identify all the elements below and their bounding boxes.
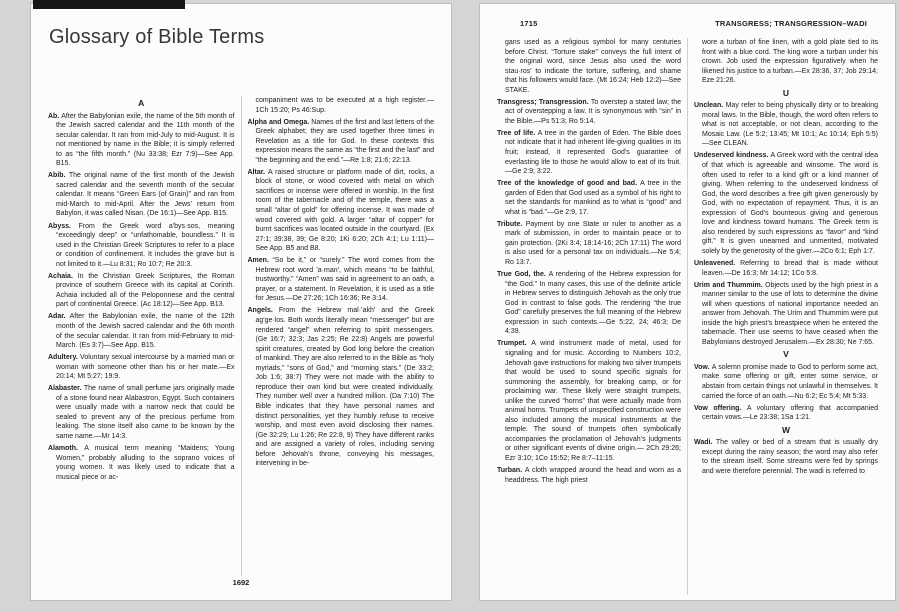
page-number: 1715 (520, 19, 538, 28)
entry-continuation: gans used as a religious symbol for many centuries before Christ. “Torture stake” conveys the full intent of the original word, since Jesus also used the word stau·ros′ to indicate the torture, suffering, and shame that his followers would face. (Mt 16:24; Heb 12:2)—See STAKE. (505, 39, 681, 94)
glossary-entry: Adar. After the Babylonian exile, the name of the 12th month of the Jewish sacred calendar and the 6th month of the secular calendar. It ran from mid-February to mid-March. (Es 3:7)—See App. B15. (48, 313, 235, 350)
glossary-entry: Vow. A solemn promise made to God to perform some act, make some offering or gift, enter some service, or abstain from certain things not unlawful in themselves. It carried the force of an oath.—Nu 6:2; Ec 5:4; Mt 5:33. (694, 363, 878, 400)
right-page (479, 3, 896, 601)
glossary-entry: True God, the. A rendering of the Hebrew expression for “the God.” In many cases, this use of the definite article in Hebrew serves to distinguish Jehovah as the only true God in contrast to false gods. The rendering “the true God” carefully preserves the full meaning of the Hebrew expression in such contexts.—Ge 5:22, 24; 46:3; De 4:39. (497, 271, 681, 336)
entry-term: Trumpet. (497, 340, 532, 348)
glossary-entry: Trumpet. A wind instrument made of metal, used for signaling and for music. According to Numbers 10:2, Jehovah gave instructions for making two silver trumpets that would be used to sound specific signals for summoning the assembly, for breaking camp, or for proclaiming war. These likely were straight trumpets, unlike the curved “horns” that were actually made from animal horns. Trumpets of unspecified construction were also included among the musical instruments at the temple. The sound of trumpets often symbolically accompanies the proclamation of Jehovah’s judgments or other significant events of divine origin.— 2Ch 29:26; Ezr 3:10; 1Co 15:52; Re 8:7–11:15. (497, 340, 681, 462)
entry-term: Tribute. (497, 220, 526, 228)
glossary-entry: Ab. After the Babylonian exile, the name of the 5th month of the Jewish sacred calendar and the 11th month of the secular calendar. It ran from mid-July to mid-August. It is not mentioned by name in the Bible; it is simply referred to as “the fifth month.” (Nu 33:38; Ezr 7:9)—See App. B15. (48, 112, 235, 168)
glossary-entry: Wadi. The valley or bed of a stream that is usually dry except during the rainy season; the word may also refer to the stream itself. Some streams were fed by springs and were therefore perennial. The wadi is referred to (694, 439, 878, 475)
entry-term: Wadi. (694, 439, 716, 447)
page-title: Glossary of Bible Terms (49, 26, 265, 48)
running-header (520, 19, 867, 28)
entry-term: Transgress; Transgression. (497, 98, 591, 106)
left-column-2 (248, 96, 435, 576)
section-letter: A (138, 98, 145, 108)
entry-term: Abib. (48, 172, 69, 180)
entry-term: Urim and Thummim. (694, 281, 766, 289)
entry-continuation: wore a turban of fine linen, with a gold plate tied to its front with a blue cord. The king wore a turban under his crown. Job used the expression figuratively when he likened his justice to a turban.—Ex 28:36, 37; Job 29:14; Eze 21:26. (702, 39, 878, 85)
right-column-2 (694, 38, 878, 595)
glossary-entry: Tree of the knowledge of good and bad. A tree in the garden of Eden that God used as a symbol of his right to set the standards for mankind as to what is “good” and what is “bad.”—Ge 2:9, 17. (497, 180, 681, 216)
running-head: TRANSGRESS; TRANSGRESSION–WADI (715, 19, 867, 28)
entry-term: Alabaster. (48, 385, 84, 393)
glossary-entry: Abyss. From the Greek word a′bys·sos, meaning “exceedingly deep” or “unfathomable, boundless.” It is used in the Christian Greek Scriptures to refer to a place or condition of confinement. It includes the grave but is not limited to it.—Lu 8:31; Ro 10:7; Re 20:3. (48, 222, 235, 268)
glossary-entry: Angels. From the Hebrew mal·’akh′ and the Greek ag′ge·los. Both words literally mean “messenger” but are rendered “angel” when referring to spirit messengers. (Ge 16:7; 32:3; Jas 2:25; Re 22:8) Angels are powerful spirit creatures, created by God long before the creation of mankind. They are also referred to in the Bible as “holy myriads,” “sons of God,” and “morning stars.” (De 33:2; Job 1:6; 38:7) They were not made with the ability to reproduce their own kind but were created individually. They number well over a hundred million. (Da 7:10) The Bible indicates that they have personal names and distinct personalities, yet they humbly refuse to receive worship, and most even avoid disclosing their names. (Ge 32:29; Lu 1:26; Re 22:8, 9) They have different ranks and are assigned a variety of roles, including serving before Jehovah’s throne, conveying his messages, intervening in be- (247, 307, 434, 468)
glossary-entry: Amen. “So be it,” or “surely.” The word comes from the Hebrew root word ’a·man′, which means “to be faithful, trustworthy.” “Amen” was said in agreement to an oath, a prayer, or a statement. In Revelation, it is used as a title for Jesus.—De 27:26; 1Ch 16:36; Re 3:14. (247, 257, 434, 303)
entry-term: Adar. (48, 313, 70, 321)
entry-term: Amen. (247, 257, 273, 265)
entry-term: True God, the. (497, 271, 549, 279)
entry-continuation: companiment was to be executed at a high register.—1Ch 15:20; Ps 46:Sup. (255, 97, 434, 114)
entry-term: Vow offering. (694, 404, 747, 412)
page-number-footer: 1692 (232, 578, 250, 587)
glossary-entry: Tree of life. A tree in the garden of Eden. The Bible does not indicate that it had inherent life-giving qualities in its fruit; instead, it represented God’s guarantee of everlasting life to those he would allow to eat of its fruit.—Ge 2:9; 3:22. (497, 129, 681, 176)
entry-term: Vow. (694, 363, 712, 371)
glossary-entry: Altar. A raised structure or platform made of dirt, rocks, a block of stone, or wood covered with metal on which sacrifices or incense were offered in worship. In the first room of the tabernacle and of the temple, there was a small “altar of gold” for offering incense. It was made of wood covered with gold. A larger “altar of copper” for burnt sacrifices was located outside in the courtyard. (Ex 27:1; 39:38, 39; Ge 8:20; 1Ki 6:20; 2Ch 4:1; Lu 1:11)—See App. B5 and B8. (247, 168, 434, 253)
entry-term: Abyss. (48, 222, 79, 230)
entry-term: Tree of the knowledge of good and bad. (497, 180, 641, 188)
left-page-columns (48, 96, 434, 576)
top-bar-fragment (33, 0, 185, 9)
entry-term: Unclean. (694, 102, 726, 110)
entry-term: Tree of life. (497, 129, 538, 137)
glossary-entry: Abib. The original name of the first month of the Jewish sacred calendar and the seventh month of the secular calendar. It means “Green Ears (of Grain)” and ran from mid-March to mid-April. After the Jews’ return from Babylon, it was called Nisan. (De 16:1)—See App. B15. (48, 172, 235, 218)
glossary-entry: Adultery. Voluntary sexual intercourse by a married man or woman with someone other than his or her mate.—Ex 20:14; Mt 5:27; 19:9. (48, 354, 235, 381)
section-letter: W (781, 424, 791, 435)
glossary-entry: Achaia. In the Christian Greek Scriptures, the Roman province of southern Greece with its capital at Corinth. Achaia included all of the Peloponnese and the central part of continental Greece. (Ac 18:12)—See App. B13. (48, 272, 235, 309)
entry-term: Turban. (497, 467, 525, 475)
section-letter: U (782, 87, 790, 98)
entry-term: Undeserved kindness. (694, 152, 771, 160)
column-divider (241, 96, 242, 576)
entry-term: Adultery. (48, 354, 81, 362)
glossary-entry: Alamoth. A musical term meaning “Maidens; Young Women,” probably alluding to the soprano voices of young women. It was likely used to indicate that a musical piece or ac- (48, 445, 235, 481)
entry-term: Achaia. (48, 272, 78, 280)
entry-term: Alpha and Omega. (247, 118, 312, 126)
glossary-entry: Alpha and Omega. Names of the first and last letters of the Greek alphabet; they are used together three times in Revelation as a title for God. In these contexts this expression means the same as “the first and the last” and “the beginning and the end.”—Re 1:8; 21:6; 22:13. (247, 118, 434, 164)
glossary-entry: Unleavened. Referring to bread that is made without leaven.—De 16:3; Mr 14:12; 1Co 5:8. (694, 259, 878, 277)
glossary-entry: Urim and Thummim. Objects used by the high priest in a manner similar to the use of lots to determine the divine will when questions of national importance needed an answer from Jehovah. The Urim and Thummim were put inside the high priest’s breastpiece when he entered the tabernacle. Their use seems to have ceased when the Babylonians destroyed Jerusalem.—Ex 28:30; Ne 7:65. (694, 281, 878, 346)
section-letter: V (783, 349, 789, 360)
glossary-entry: Alabaster. The name of small perfume jars originally made of a stone found near Alabastron, Egypt. Such containers were usually made with a narrow neck that could be sealed to prevent any of the precious perfume from leaking. The stone itself also came to be known by the same name.—Mr 14:3. (48, 385, 235, 440)
right-column-1 (497, 38, 681, 595)
glossary-entry: Unclean. May refer to being physically dirty or to breaking moral laws. In the Bible, though, the word often refers to what is not acceptable, or not clean, according to the Mosaic Law. (Le 5:2; 13:45; Mt 10:1; Ac 10:14; Eph 5:5)—See CLEAN. (694, 102, 878, 148)
column-divider (687, 38, 688, 595)
entry-term: Angels. (247, 307, 279, 315)
right-page-columns (497, 38, 878, 595)
glossary-entry: Undeserved kindness. A Greek word with the central idea of that which is agreeable and winsome. The word is often used to refer to a kind gift or a kind manner of giving. When referring to the undeserved kindness of God, the word describes a free gift given generously by God, with no expectation of repayment. Thus, it is an expression of God’s bounteous giving and generous love and kindness toward humans. The Greek term is also rendered by such expressions as “favor” and “kind gift.” It is given unearned and unmerited, motivated solely by the generosity of the giver.—2Co 6:1; Eph 1:7. (694, 152, 878, 255)
left-column-1 (48, 96, 235, 576)
entry-term: Unleavened. (694, 259, 741, 267)
glossary-entry: Transgress; Transgression. To overstep a stated law; the act of overstepping a law. It is synonymous with “sin” in the Bible.—Ps 51:3; Ro 5:14. (497, 98, 681, 125)
entry-term: Ab. (48, 112, 62, 120)
left-page (30, 3, 452, 601)
entry-term: Altar. (247, 168, 268, 176)
glossary-entry: Tribute. Payment by one State or ruler to another as a mark of submission, in order to maintain peace or to gain protection. (2Ki 3:4; 18:14-16; 2Ch 17:11) The word is also used for a personal tax on individuals.—Ne 5:4; Ro 13:7. (497, 220, 681, 267)
glossary-entry: Turban. A cloth wrapped around the head and worn as a headdress. The high priest (497, 467, 681, 484)
entry-term: Alamoth. (48, 445, 85, 453)
glossary-entry: Vow offering. A voluntary offering that accompanied certain vows.—Le 23:38; 1Sa 1:21. (694, 404, 878, 422)
